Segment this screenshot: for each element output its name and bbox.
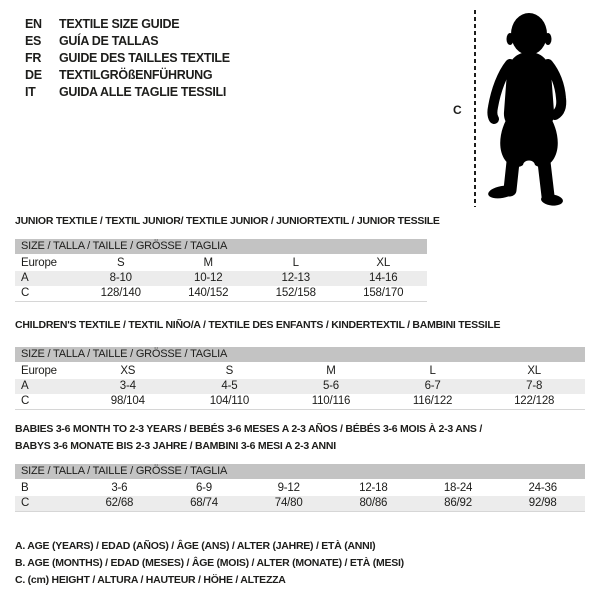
language-title-list [25, 15, 230, 100]
value-cell: 152/158 [275, 287, 316, 299]
language-code: IT [25, 84, 36, 99]
language-code: EN [25, 16, 42, 31]
table-row [15, 394, 585, 409]
footnote-line-a: A. AGE (YEARS) / EDAD (AÑOS) / ÂGE (ANS) / ALTER (JAHRE) / ETÀ (ANNI) [15, 540, 376, 552]
value-cell: 5-6 [322, 380, 339, 392]
table-body [15, 481, 585, 512]
babies-size-table [15, 464, 585, 512]
value-cell: 110/116 [311, 395, 351, 407]
language-row [25, 66, 230, 83]
children-size-table [15, 347, 585, 410]
value-cell: 7-8 [526, 380, 543, 392]
language-title: GUIDE DES TAILLES TEXTILE [59, 50, 230, 65]
section-title-line: BABYS 3-6 MONATE BIS 2-3 JAHRE / BAMBINI 3-6 MESI A 2-3 ANNI [15, 440, 336, 452]
language-row [25, 49, 230, 66]
language-code: ES [25, 33, 42, 48]
row-label-cell: Europe [21, 257, 57, 269]
row-label-cell: C [21, 497, 30, 509]
value-cell: 158/170 [363, 287, 404, 299]
value-cell: 116/122 [412, 395, 453, 407]
row-label-cell: A [21, 380, 29, 392]
language-row [25, 83, 230, 100]
babies-section-title [15, 421, 482, 455]
section-title-line: JUNIOR TEXTILE / TEXTIL JUNIOR/ TEXTILE JUNIOR / JUNIORTEXTIL / JUNIOR TESSILE [15, 215, 440, 227]
table-row [15, 379, 585, 394]
value-cell: 86/92 [444, 497, 472, 509]
value-cell: 18-24 [443, 482, 473, 494]
language-code: FR [25, 50, 42, 65]
table-body [15, 256, 427, 302]
height-measure-label: C [453, 103, 462, 117]
language-row [25, 32, 230, 49]
table-size-header: SIZE / TALLA / TAILLE / GRÖSSE / TAGLIA [15, 239, 427, 254]
value-cell: L [429, 365, 436, 377]
value-cell: 10-12 [194, 272, 223, 284]
row-label-cell: A [21, 272, 29, 284]
value-cell: 24-36 [528, 482, 557, 494]
language-code: DE [25, 67, 42, 82]
value-cell: 6-7 [424, 380, 441, 392]
value-cell: 98/104 [110, 395, 145, 407]
value-cell: 128/140 [100, 287, 141, 299]
language-title: TEXTILE SIZE GUIDE [59, 16, 180, 31]
row-label-cell: Europe [21, 365, 57, 377]
value-cell: 4-5 [221, 380, 238, 392]
junior-size-table [15, 239, 427, 302]
value-cell: 80/86 [359, 497, 388, 509]
value-cell: XS [120, 365, 136, 377]
value-cell: 74/80 [274, 497, 303, 509]
table-row [15, 496, 585, 511]
table-row [15, 256, 427, 271]
footnote-line-b: B. AGE (MONTHS) / EDAD (MESES) / ÂGE (MOIS) / ALTER (MONATE) / ETÀ (MESI) [15, 557, 404, 569]
value-cell: 104/110 [209, 395, 250, 407]
table-row [15, 286, 427, 301]
value-cell: L [292, 257, 299, 269]
value-cell: 12-18 [359, 482, 388, 494]
value-cell: 122/128 [514, 395, 555, 407]
value-cell: M [326, 365, 336, 377]
table-size-header: SIZE / TALLA / TAILLE / GRÖSSE / TAGLIA [15, 347, 585, 362]
value-cell: 3-6 [111, 482, 128, 494]
value-cell: 92/98 [528, 497, 557, 509]
value-cell: 140/152 [188, 287, 229, 299]
value-cell: S [117, 257, 125, 269]
value-cell: 68/74 [190, 497, 218, 509]
value-cell: S [225, 365, 234, 377]
language-row [25, 15, 230, 32]
table-body [15, 364, 585, 410]
height-measure-dotted-line [474, 10, 476, 207]
table-size-header: SIZE / TALLA / TAILLE / GRÖSSE / TAGLIA [15, 464, 585, 479]
value-cell: XL [527, 365, 541, 377]
language-title: GUÍA DE TALLAS [59, 33, 159, 48]
toddler-silhouette-icon [480, 12, 585, 212]
section-title-line: BABIES 3-6 MONTH TO 2-3 YEARS / BEBÉS 3-6 MESES A 2-3 AÑOS / BÉBÉS 3-6 MOIS À 2-3 ANS / [15, 423, 483, 435]
value-cell: 3-4 [119, 380, 136, 392]
table-row [15, 364, 585, 379]
value-cell: XL [376, 257, 391, 269]
value-cell: 62/68 [105, 497, 134, 509]
language-title: TEXTILGRÖßENFÜHRUNG [59, 67, 213, 82]
footnotes [15, 538, 404, 589]
section-title-line: CHILDREN'S TEXTILE / TEXTIL NIÑO/A / TEXTILE DES ENFANTS / KINDERTEXTIL / BAMBINI TESSILE [15, 319, 501, 331]
language-title: GUIDA ALLE TAGLIE TESSILI [59, 84, 227, 99]
table-row [15, 271, 427, 286]
footnote-line-c: C. (cm) HEIGHT / ALTURA / HAUTEUR / HÖHE / ALTEZZA [15, 574, 286, 586]
value-cell: 9-12 [277, 482, 300, 494]
value-cell: 6-9 [195, 482, 213, 494]
value-cell: 12-13 [281, 272, 310, 284]
row-label-cell: C [21, 287, 30, 299]
row-label-cell: B [21, 482, 29, 494]
table-row [15, 481, 585, 496]
children-section-title [15, 317, 500, 334]
value-cell: M [203, 257, 213, 269]
value-cell: 8-10 [109, 272, 132, 284]
row-label-cell: C [21, 395, 30, 407]
junior-section-title [15, 213, 440, 230]
value-cell: 14-16 [369, 272, 398, 284]
